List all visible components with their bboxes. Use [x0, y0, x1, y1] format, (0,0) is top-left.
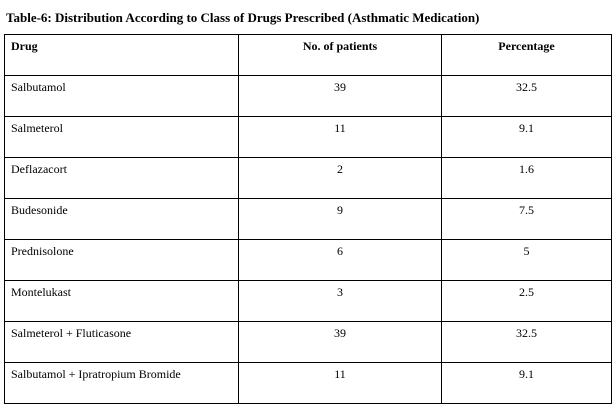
- header-row: [5, 35, 612, 76]
- patients-cell: 11: [239, 363, 442, 404]
- table-row: [5, 199, 612, 240]
- drug-cell: Salmeterol: [5, 117, 239, 158]
- percentage-cell: 9.1: [442, 117, 612, 158]
- table-row: [5, 363, 612, 404]
- percentage-cell: 7.5: [442, 199, 612, 240]
- drug-cell: Salbutamol + Ipratropium Bromide: [5, 363, 239, 404]
- table-row: [5, 322, 612, 363]
- patients-cell: 39: [239, 322, 442, 363]
- header-patients: No. of patients: [239, 35, 442, 76]
- percentage-cell: 1.6: [442, 158, 612, 199]
- percentage-cell: 9.1: [442, 363, 612, 404]
- percentage-cell: 32.5: [442, 322, 612, 363]
- table-row: [5, 281, 612, 322]
- header-drug: Drug: [5, 35, 239, 76]
- patients-cell: 3: [239, 281, 442, 322]
- drug-cell: Prednisolone: [5, 240, 239, 281]
- table-row: [5, 240, 612, 281]
- patients-cell: 6: [239, 240, 442, 281]
- patients-cell: 9: [239, 199, 442, 240]
- drug-cell: Montelukast: [5, 281, 239, 322]
- header-percentage: Percentage: [442, 35, 612, 76]
- patients-cell: 11: [239, 117, 442, 158]
- table-caption: Table-6: Distribution According to Class of Drugs Prescribed (Asthmatic Medication): [6, 10, 480, 25]
- table-row: [5, 76, 612, 117]
- percentage-cell: 32.5: [442, 76, 612, 117]
- table-row: [5, 158, 612, 199]
- table-row: [5, 117, 612, 158]
- patients-cell: 2: [239, 158, 442, 199]
- drug-cell: Budesonide: [5, 199, 239, 240]
- drug-cell: Salmeterol + Fluticasone: [5, 322, 239, 363]
- percentage-cell: 2.5: [442, 281, 612, 322]
- drug-distribution-table: [4, 34, 612, 404]
- patients-cell: 39: [239, 76, 442, 117]
- percentage-cell: 5: [442, 240, 612, 281]
- drug-cell: Deflazacort: [5, 158, 239, 199]
- drug-cell: Salbutamol: [5, 76, 239, 117]
